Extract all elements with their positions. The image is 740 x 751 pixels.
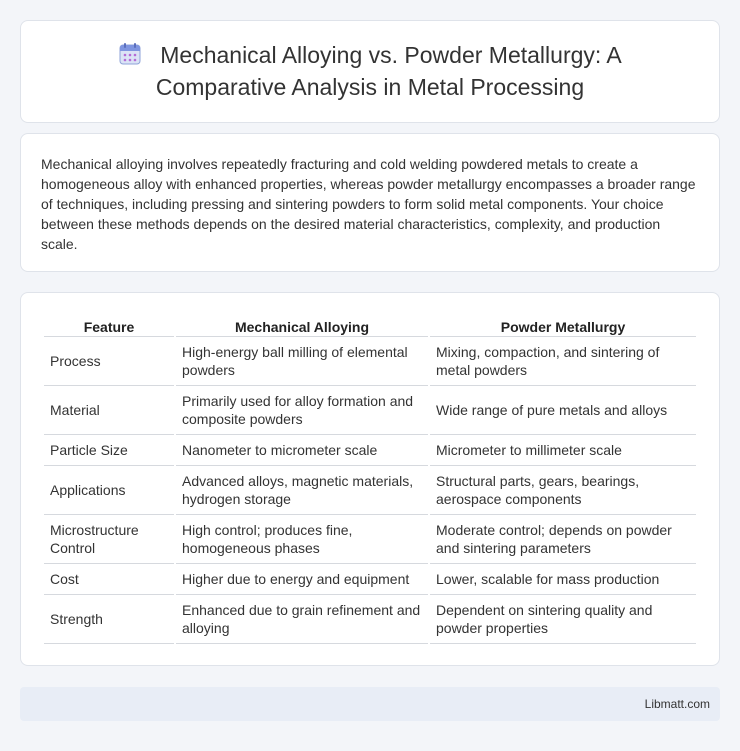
intro-card (20, 133, 720, 272)
cell-feature: Process (44, 337, 174, 386)
cell-mechanical-alloying: High-energy ball milling of elemental powders (176, 337, 428, 386)
cell-mechanical-alloying: Advanced alloys, magnetic materials, hydrogen storage (176, 466, 428, 515)
cell-mechanical-alloying: High control; produces fine, homogeneous phases (176, 515, 428, 564)
column-header-powder-metallurgy: Powder Metallurgy (430, 313, 696, 337)
cell-powder-metallurgy: Moderate control; depends on powder and sintering parameters (430, 515, 696, 564)
page-title (51, 41, 689, 102)
table-row (44, 466, 696, 515)
column-header-mechanical-alloying: Mechanical Alloying (176, 313, 428, 337)
table-row (44, 595, 696, 644)
table-row (44, 386, 696, 435)
title-wrap (21, 41, 719, 102)
cell-feature: Strength (44, 595, 174, 644)
table-row (44, 564, 696, 595)
intro-paragraph: Mechanical alloying involves repeatedly fracturing and cold welding powdered metals to create a homogeneous alloy with enhanced properties, whereas powder metallurgy encompasses a broader range of techniques, including pressing and sintering powders to form solid metal components. Your choice between these methods depends on the desired material characteristics, complexity, and production scale. (41, 156, 696, 252)
comparison-table (42, 313, 698, 644)
footer (20, 687, 720, 721)
cell-powder-metallurgy: Wide range of pure metals and alloys (430, 386, 696, 435)
comparison-table-card (20, 292, 720, 666)
cell-feature: Material (44, 386, 174, 435)
cell-feature: Microstructure Control (44, 515, 174, 564)
cell-mechanical-alloying: Enhanced due to grain refinement and alloying (176, 595, 428, 644)
cell-feature: Applications (44, 466, 174, 515)
page-title-text: Mechanical Alloying vs. Powder Metallurgy: A Comparative Analysis in Metal Processing (155, 42, 622, 100)
cell-powder-metallurgy: Structural parts, gears, bearings, aerospace components (430, 466, 696, 515)
cell-feature: Particle Size (44, 435, 174, 466)
footer-brand-link[interactable]: Libmatt.com (644, 697, 710, 711)
cell-feature: Cost (44, 564, 174, 595)
table-row (44, 337, 696, 386)
table-row (44, 515, 696, 564)
title-card (20, 20, 720, 123)
cell-mechanical-alloying: Higher due to energy and equipment (176, 564, 428, 595)
table-header-row (44, 313, 696, 337)
table-row (44, 435, 696, 466)
column-header-feature: Feature (44, 313, 174, 337)
cell-mechanical-alloying: Nanometer to micrometer scale (176, 435, 428, 466)
calendar-icon (118, 42, 142, 73)
cell-powder-metallurgy: Lower, scalable for mass production (430, 564, 696, 595)
cell-powder-metallurgy: Dependent on sintering quality and powder properties (430, 595, 696, 644)
cell-powder-metallurgy: Micrometer to millimeter scale (430, 435, 696, 466)
cell-powder-metallurgy: Mixing, compaction, and sintering of metal powders (430, 337, 696, 386)
cell-mechanical-alloying: Primarily used for alloy formation and composite powders (176, 386, 428, 435)
